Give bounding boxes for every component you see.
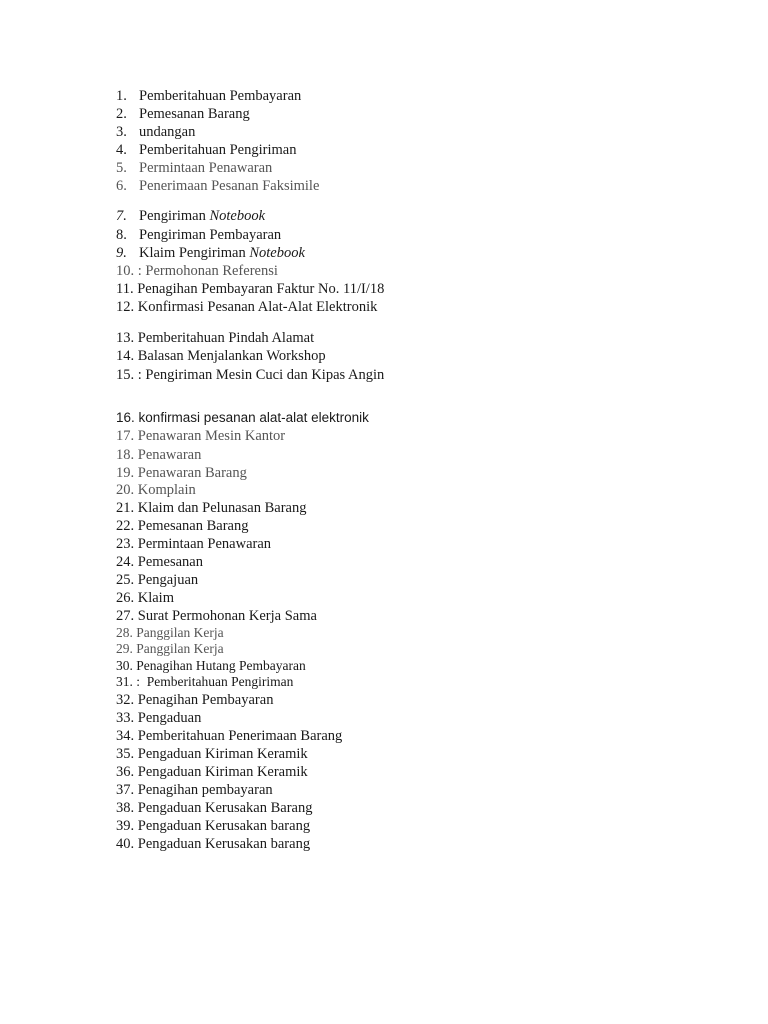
item-number: 11.	[116, 281, 134, 297]
list-item	[116, 105, 250, 123]
item-number: 28.	[116, 625, 133, 640]
list-item	[116, 226, 281, 244]
list-item	[116, 366, 384, 384]
item-text: Pemberitahuan Pindah Alamat	[137, 330, 315, 346]
list-item	[116, 691, 273, 709]
item-text: Pengaduan	[137, 710, 202, 726]
item-number: 33.	[116, 710, 135, 726]
item-number: 37.	[116, 782, 135, 798]
list-item	[116, 799, 313, 817]
list-item	[116, 329, 314, 347]
item-number: 15.	[116, 367, 135, 383]
item-text: konfirmasi pesanan alat-alat elektronik	[138, 410, 369, 425]
list-item	[116, 517, 248, 535]
list-item	[116, 781, 273, 799]
item-number: 25.	[116, 572, 135, 588]
item-emphasis: Notebook	[209, 208, 266, 224]
item-text: Panggilan Kerja	[136, 625, 224, 640]
list-item	[116, 673, 293, 691]
item-text: Penawaran	[137, 447, 202, 463]
item-text: Pengiriman	[139, 208, 210, 224]
item-text: Pemesanan Barang	[137, 518, 249, 534]
list-item	[116, 553, 203, 571]
item-text: Penagihan Hutang Pembayaran	[136, 658, 306, 673]
item-text: Komplain	[137, 482, 196, 498]
item-number: 16.	[116, 410, 135, 425]
item-number: 1.	[116, 88, 127, 104]
list-item	[116, 745, 308, 763]
item-text: Panggilan Kerja	[136, 641, 224, 656]
list-item	[116, 446, 201, 464]
item-emphasis: Notebook	[249, 245, 305, 261]
item-number: 6.	[116, 178, 127, 194]
item-number: 12.	[116, 299, 135, 315]
list-item	[116, 607, 317, 625]
item-number: 19.	[116, 465, 135, 481]
item-number: 30.	[116, 658, 133, 673]
list-item	[116, 589, 174, 607]
item-text: Konfirmasi Pesanan Alat-Alat Elektronik	[137, 299, 378, 315]
list-item	[116, 464, 247, 482]
item-number: 9.	[116, 245, 127, 261]
list-item	[116, 87, 301, 105]
list-item	[116, 640, 224, 658]
item-number: 10.	[116, 263, 135, 279]
item-text: Klaim dan Pelunasan Barang	[137, 500, 307, 516]
item-text: : Permohonan Referensi	[137, 263, 278, 279]
list-item	[116, 159, 272, 177]
item-text: Penerimaan Pesanan Faksimile	[139, 178, 320, 194]
item-text: Klaim Pengiriman	[139, 245, 250, 261]
item-number: 14.	[116, 348, 135, 364]
item-number: 4.	[116, 142, 127, 158]
list-item	[116, 709, 201, 727]
item-number: 21.	[116, 500, 135, 516]
item-text: Pemberitahuan Pengiriman	[139, 142, 297, 158]
item-number: 32.	[116, 692, 135, 708]
item-text: Pengaduan Kerusakan barang	[137, 818, 311, 834]
list-item	[116, 347, 326, 365]
list-item	[116, 409, 369, 427]
item-number: 7.	[116, 208, 127, 224]
item-text: Pengaduan Kerusakan barang	[137, 836, 311, 852]
list-item	[116, 535, 271, 553]
list-item	[116, 207, 265, 225]
item-text: Pemberitahuan Pembayaran	[139, 88, 302, 104]
item-number: 24.	[116, 554, 135, 570]
list-item	[116, 763, 308, 781]
list-item	[116, 835, 310, 853]
list-item	[116, 244, 305, 262]
item-text: Permintaan Penawaran	[137, 536, 272, 552]
item-number: 22.	[116, 518, 135, 534]
item-text: : Pengiriman Mesin Cuci dan Kipas Angin	[137, 367, 385, 383]
item-text: Pengaduan Kiriman Keramik	[137, 746, 308, 762]
item-text: Penawaran Mesin Kantor	[137, 428, 286, 444]
item-number: 34.	[116, 728, 135, 744]
item-number: 13.	[116, 330, 135, 346]
item-text: Penagihan pembayaran	[137, 782, 273, 798]
item-text: Pengaduan Kerusakan Barang	[137, 800, 313, 816]
list-item	[116, 427, 285, 445]
item-number: 8.	[116, 227, 127, 243]
item-text: : Pemberitahuan Pengiriman	[132, 674, 294, 689]
item-number: 39.	[116, 818, 135, 834]
item-text: Klaim	[137, 590, 174, 606]
item-number: 26.	[116, 590, 135, 606]
item-text: Penawaran Barang	[137, 465, 247, 481]
item-number: 40.	[116, 836, 135, 852]
item-text: Pemesanan	[137, 554, 203, 570]
list-item	[116, 817, 310, 835]
item-text: Pengaduan Kiriman Keramik	[137, 764, 308, 780]
item-number: 18.	[116, 447, 135, 463]
item-text: Pengajuan	[137, 572, 199, 588]
list-item	[116, 262, 278, 280]
item-text: Pemberitahuan Penerimaan Barang	[137, 728, 343, 744]
item-number: 36.	[116, 764, 135, 780]
item-text: Surat Permohonan Kerja Sama	[137, 608, 317, 624]
item-text: Pengiriman Pembayaran	[139, 227, 282, 243]
list-item	[116, 571, 198, 589]
list-item	[116, 481, 196, 499]
item-number: 31.	[116, 674, 133, 689]
item-text: Permintaan Penawaran	[139, 160, 273, 176]
list-item	[116, 298, 377, 316]
item-text: Penagihan Pembayaran	[137, 692, 274, 708]
item-number: 38.	[116, 800, 135, 816]
item-number: 23.	[116, 536, 135, 552]
list-item	[116, 280, 384, 298]
list-item	[116, 123, 195, 141]
item-number: 29.	[116, 641, 133, 656]
list-item	[116, 141, 296, 159]
list-item	[116, 499, 306, 517]
item-text: undangan	[139, 124, 196, 140]
list-item	[116, 177, 319, 195]
item-text: Penagihan Pembayaran Faktur No. 11/I/18	[137, 281, 385, 297]
item-number: 3.	[116, 124, 127, 140]
item-number: 5.	[116, 160, 127, 176]
item-number: 17.	[116, 428, 135, 444]
item-number: 35.	[116, 746, 135, 762]
item-number: 20.	[116, 482, 135, 498]
list-item	[116, 727, 342, 745]
item-number: 27.	[116, 608, 135, 624]
item-text: Balasan Menjalankan Workshop	[137, 348, 326, 364]
item-number: 2.	[116, 106, 127, 122]
item-text: Pemesanan Barang	[139, 106, 250, 122]
